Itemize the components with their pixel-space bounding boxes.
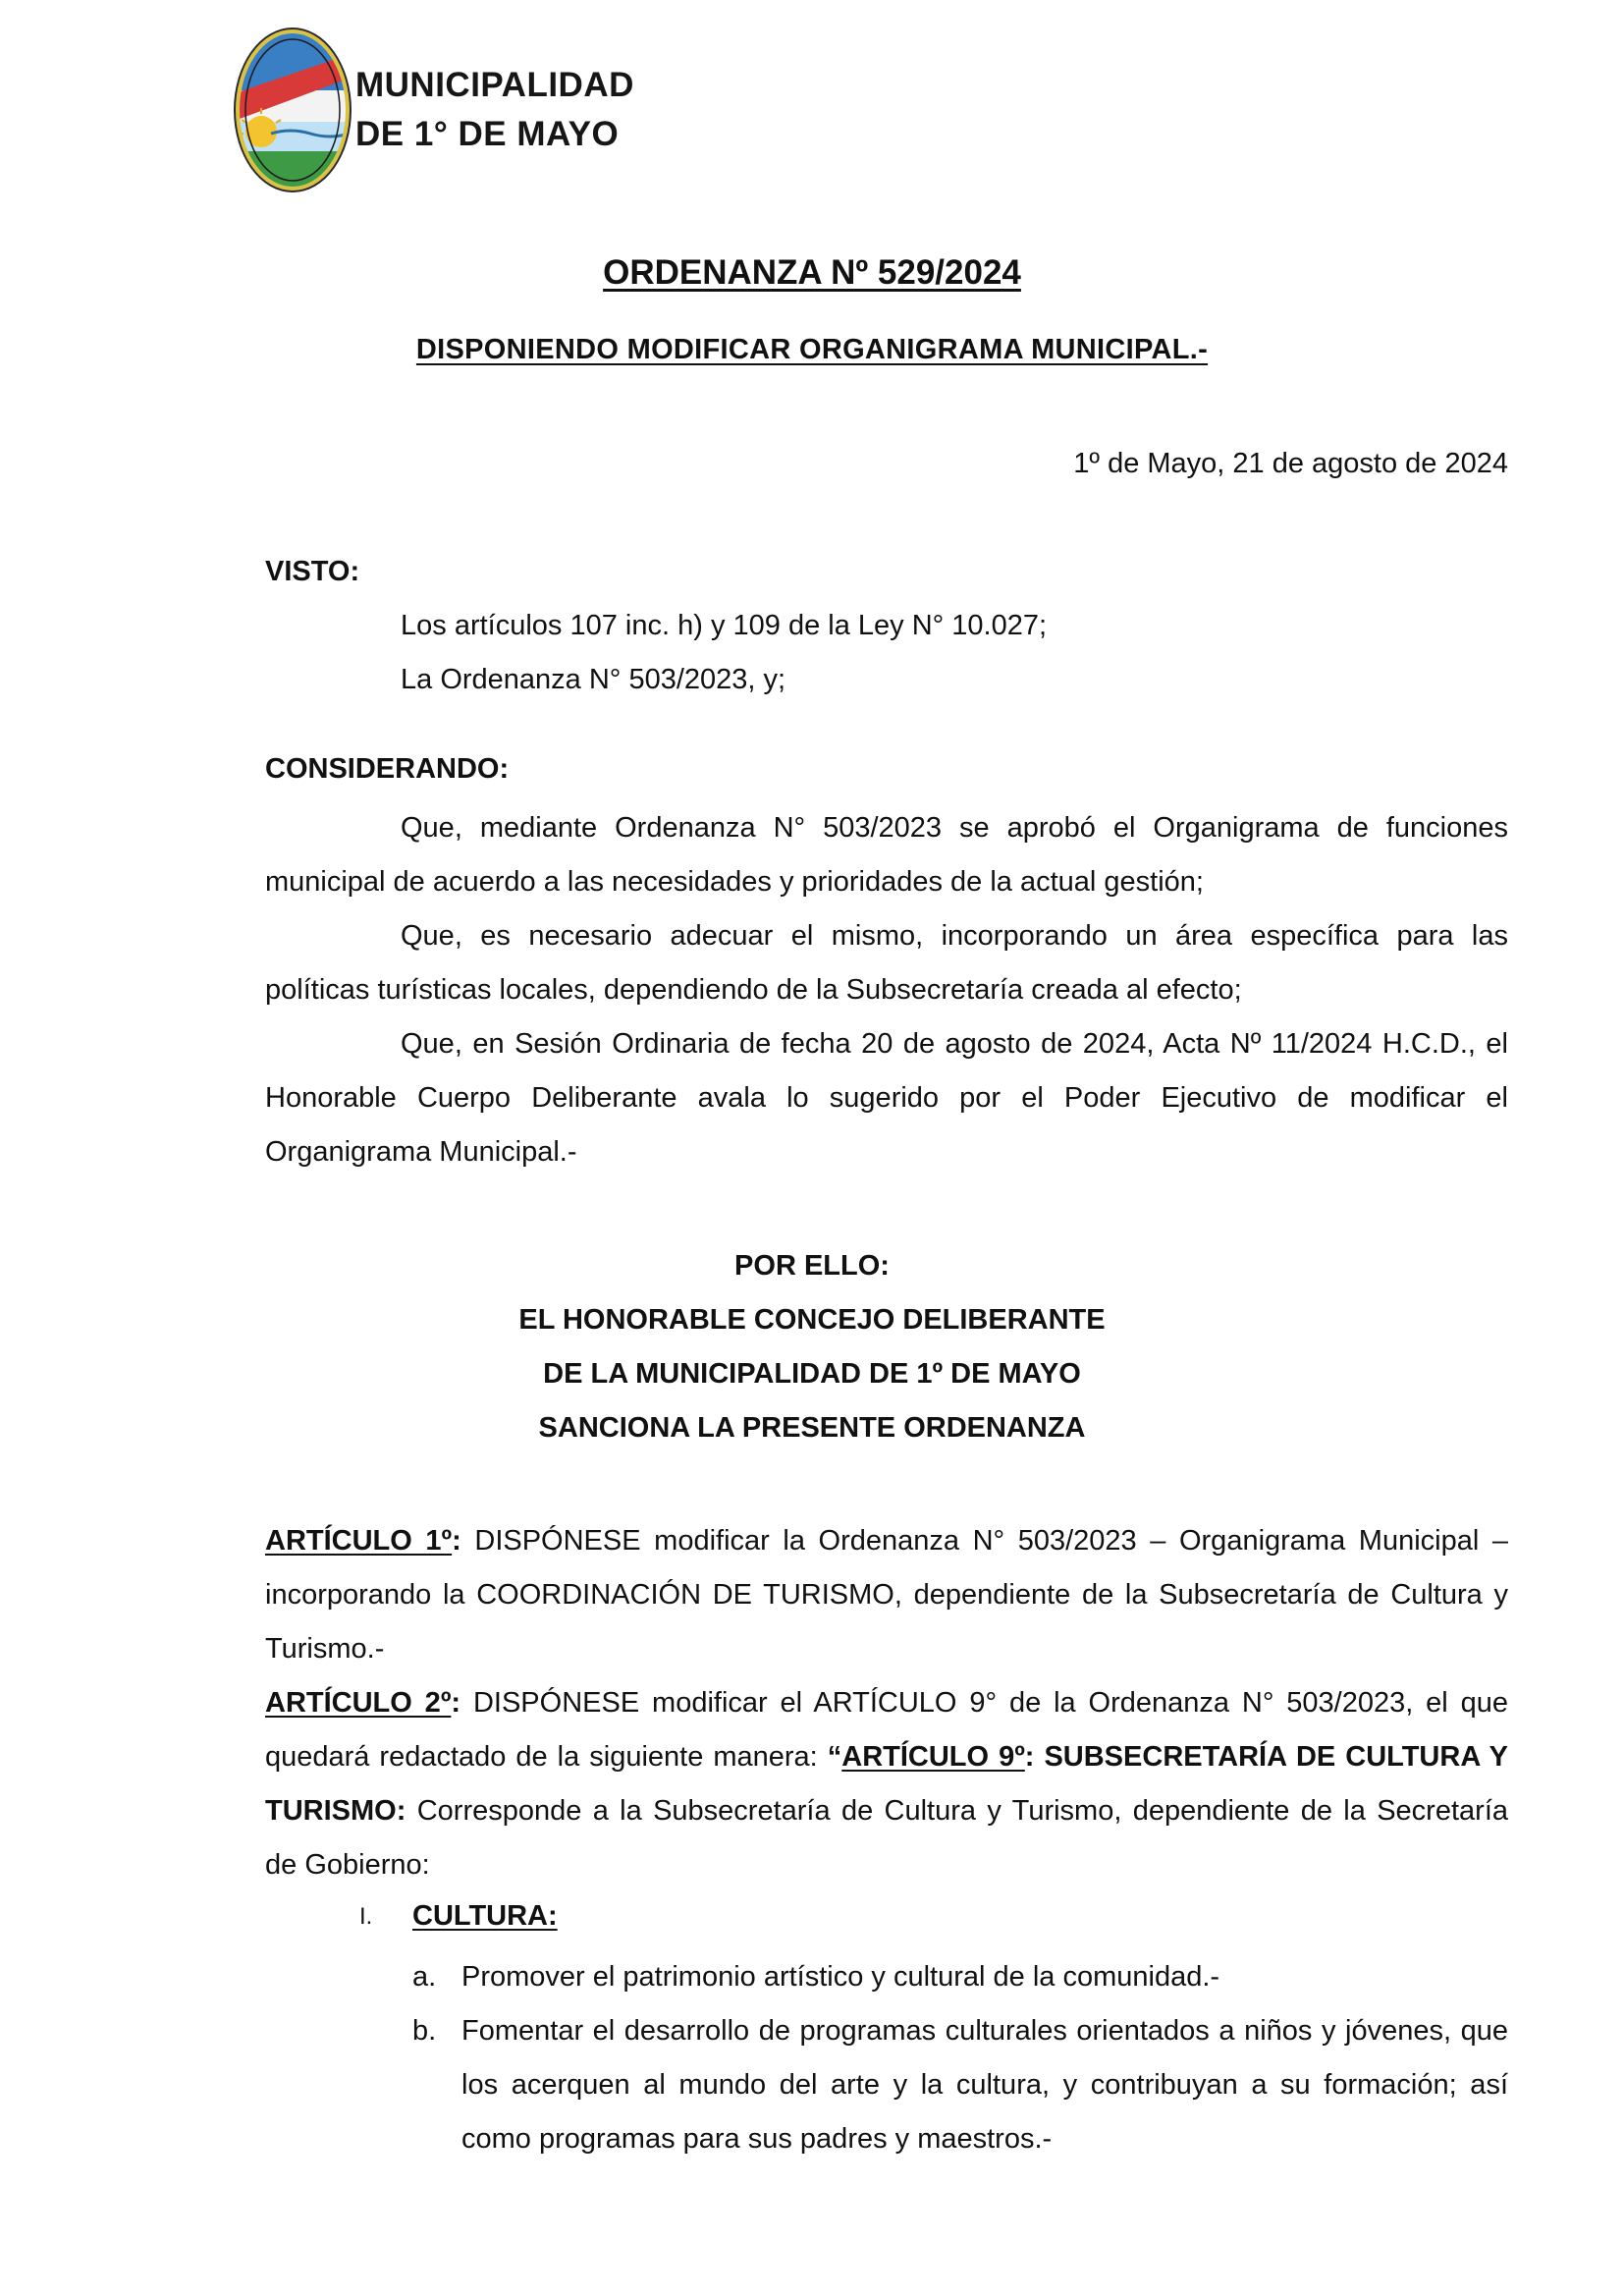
document-date: 1º de Mayo, 21 de agosto de 2024: [1073, 448, 1508, 479]
por-ello-line-3: DE LA MUNICIPALIDAD DE 1º DE MAYO: [543, 1358, 1081, 1390]
articulo-2-text-1: DISPÓNESE modificar el ARTÍCULO 9° de la Ordenanza N° 503/2023, el que quedará redactado de la siguiente manera:: [265, 1687, 1508, 1773]
articulo-2: [265, 1676, 1508, 1892]
articulo-9-label: ARTÍCULO 9º: [841, 1741, 1025, 1773]
articulo-2-text-2: Corresponde a la Subsecretaría de Cultura y Turismo, dependiente de la Secretaría de Gobierno:: [265, 1795, 1508, 1881]
organization-name-line2: DE 1° DE MAYO: [355, 115, 620, 153]
considerando-paragraph-2: Que, es necesario adecuar el mismo, incorporando un área específica para las políticas turísticas locales, dependiendo de la Subsecretaría creada al efecto;: [265, 920, 1508, 1006]
item-b-letter: b.: [412, 2015, 437, 2047]
document-title: ORDENANZA Nº 529/2024: [603, 253, 1021, 292]
considerando-heading: CONSIDERANDO:: [265, 753, 510, 785]
articulo-1: [265, 1514, 1508, 1676]
item-b-text: Fomentar el desarrollo de programas culturales orientados a niños y jóvenes, que los acerquen al mundo del arte y la cultura, y contribuyan a su formación; así como programas para sus padres y maestros.-: [461, 2015, 1508, 2155]
articulo-1-colon: :: [452, 1525, 461, 1557]
section-i-numeral: I.: [359, 1903, 373, 1930]
visto-line-2: La Ordenanza N° 503/2023, y;: [401, 664, 786, 695]
articulo-9-title: : SUBSECRETARÍA DE CULTURA Y TURISMO:: [265, 1741, 1509, 1827]
articulo-1-text: DISPÓNESE modificar la Ordenanza N° 503/2023 – Organigrama Municipal – incorporando la COORDINACIÓN DE TURISMO, dependiente de la Subsecretaría de Cultura y Turismo.-: [265, 1525, 1509, 1665]
por-ello-line-2: EL HONORABLE CONCEJO DELIBERANTE: [518, 1304, 1106, 1336]
por-ello-block: [0, 1239, 1624, 1455]
organization-name-line1: MUNICIPALIDAD: [355, 66, 634, 104]
articulo-1-label: ARTÍCULO 1º: [265, 1525, 453, 1557]
por-ello-line-4: SANCIONA LA PRESENTE ORDENANZA: [538, 1412, 1086, 1444]
section-i-title: CULTURA:: [412, 1900, 558, 1932]
municipal-seal-logo: [232, 26, 353, 194]
document-subtitle: DISPONIENDO MODIFICAR ORGANIGRAMA MUNICIPAL.-: [415, 334, 1209, 365]
articulo-2-label: ARTÍCULO 2º: [265, 1687, 452, 1719]
considerando-paragraph-3: Que, en Sesión Ordinaria de fecha 20 de agosto de 2024, Acta Nº 11/2024 H.C.D., el Honorable Cuerpo Deliberante avala lo sugerido por el Poder Ejecutivo de modificar el Organigrama Municipal.-: [265, 1028, 1508, 1168]
item-a-text: Promover el patrimonio artístico y cultural de la comunidad.-: [461, 1961, 1220, 1993]
considerando-paragraph-1: Que, mediante Ordenanza N° 503/2023 se aprobó el Organigrama de funciones municipal de acuerdo a las necesidades y prioridades de la actual gestión;: [265, 812, 1508, 898]
articulo-2-colon: :: [451, 1687, 461, 1719]
por-ello-line-1: POR ELLO:: [734, 1250, 890, 1282]
visto-heading: VISTO:: [265, 556, 360, 587]
organization-name: [355, 61, 634, 159]
articulo-2-quote-open: “: [827, 1741, 842, 1773]
visto-line-1: Los artículos 107 inc. h) y 109 de la Ley N° 10.027;: [401, 610, 1048, 641]
item-a-letter: a.: [412, 1961, 437, 1993]
